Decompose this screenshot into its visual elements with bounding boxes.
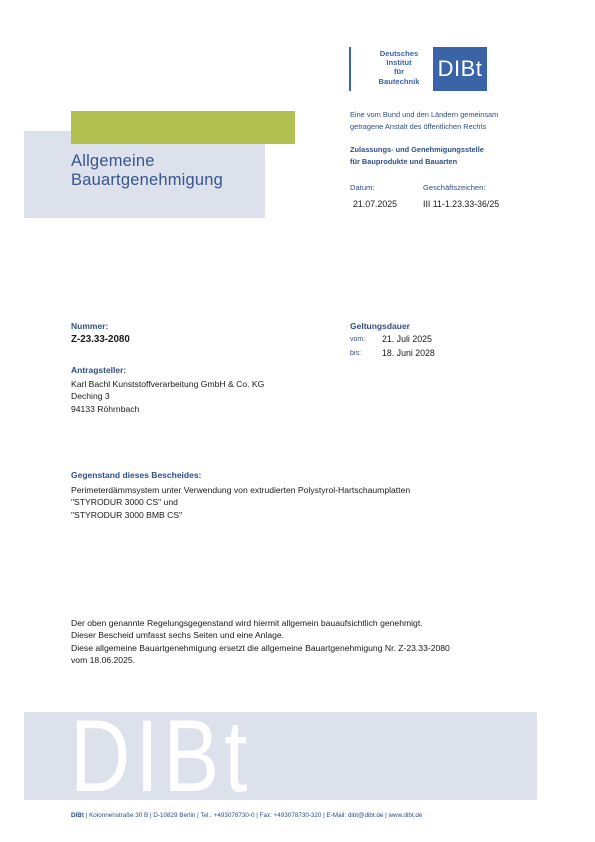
footer-contact: | Kolonnenstraße 30 B | D-10829 Berlin | Tel.: +493078730-0 | Fax: +493078730-320 | E-Mail: dibt@dibt.de | www.dibt.de [83, 812, 423, 819]
department [350, 144, 484, 167]
dept-line: Zulassungs- und Genehmigungsstelle [350, 145, 484, 154]
gegenstand-line: "STYRODUR 3000 BMB CS" [71, 509, 183, 520]
dept-line: für Bauprodukte und Bauarten [350, 156, 458, 166]
org-line: getragene Anstalt des öffentlichen Rechts [350, 121, 487, 131]
gegenstand-line: Perimeterdämmsystem unter Verwendung von extrudierten Polystyrol-Hartschaumplatten [71, 485, 411, 495]
nummer-label: Nummer: [71, 321, 109, 331]
gegenstand-label: Gegenstand dieses Bescheides: [71, 470, 202, 480]
title-line: Bauartgenehmigung [71, 171, 224, 189]
footer-org: DIBt [71, 812, 84, 819]
gegenstand-line: "STYRODUR 3000 CS" und [71, 497, 178, 508]
geltungsdauer-label: Geltungsdauer [350, 321, 410, 331]
address-line: Karl Bachl Kunststoffverarbeitung GmbH & Co. KG [71, 379, 265, 389]
org-line: Eine vom Bund und den Ländern gemeinsam [350, 110, 499, 119]
geschaeftszeichen-value: III 11-1.23.33-36/25 [423, 199, 500, 209]
logo-line: Institut [386, 58, 412, 68]
logo-institute-name [369, 49, 429, 86]
nummer-value: Z-23.33-2080 [71, 334, 130, 345]
gegenstand-text [71, 484, 410, 521]
logo-line: Bautechnik [378, 76, 420, 86]
bis-value: 18. Juni 2028 [382, 348, 435, 358]
logo-line: für [393, 67, 405, 77]
datum-label: Datum: [350, 183, 375, 192]
logo-divider [349, 47, 351, 91]
logo-line: Deutsches [379, 49, 419, 58]
datum-value: 21.07.2025 [353, 199, 398, 209]
vom-label: vom: [350, 336, 366, 343]
dibt-watermark: DIBt [70, 712, 253, 800]
antragsteller-address [71, 378, 264, 415]
watermark-panel [24, 712, 537, 800]
title-line: Allgemeine [71, 152, 155, 170]
org-description [350, 109, 498, 132]
footer [71, 812, 422, 819]
dibt-logo: DIBt [433, 47, 487, 91]
address-line: 94133 Röhrnbach [71, 403, 140, 414]
approval-statement [71, 617, 450, 667]
statement-line: Der oben genannte Regelungsgegenstand wird hiermit allgemein bauaufsichtlich genehmigt. [71, 618, 423, 628]
address-line: Deching 3 [71, 391, 110, 402]
bis-label: bis: [350, 350, 361, 357]
title-accent-bar [71, 111, 295, 144]
statement-line: Diese allgemeine Bauartgenehmigung ersetzt die allgemeine Bauartgenehmigung Nr. Z-23.33-2080 [71, 642, 450, 653]
statement-line: vom 18.06.2025. [71, 655, 136, 666]
antragsteller-label: Antragsteller: [71, 365, 127, 375]
vom-value: 21. Juli 2025 [382, 334, 432, 344]
statement-line: Dieser Bescheid umfasst sechs Seiten und eine Anlage. [71, 630, 285, 641]
document-title [71, 152, 223, 190]
geschaeftszeichen-label: Geschäftszeichen: [423, 183, 486, 192]
